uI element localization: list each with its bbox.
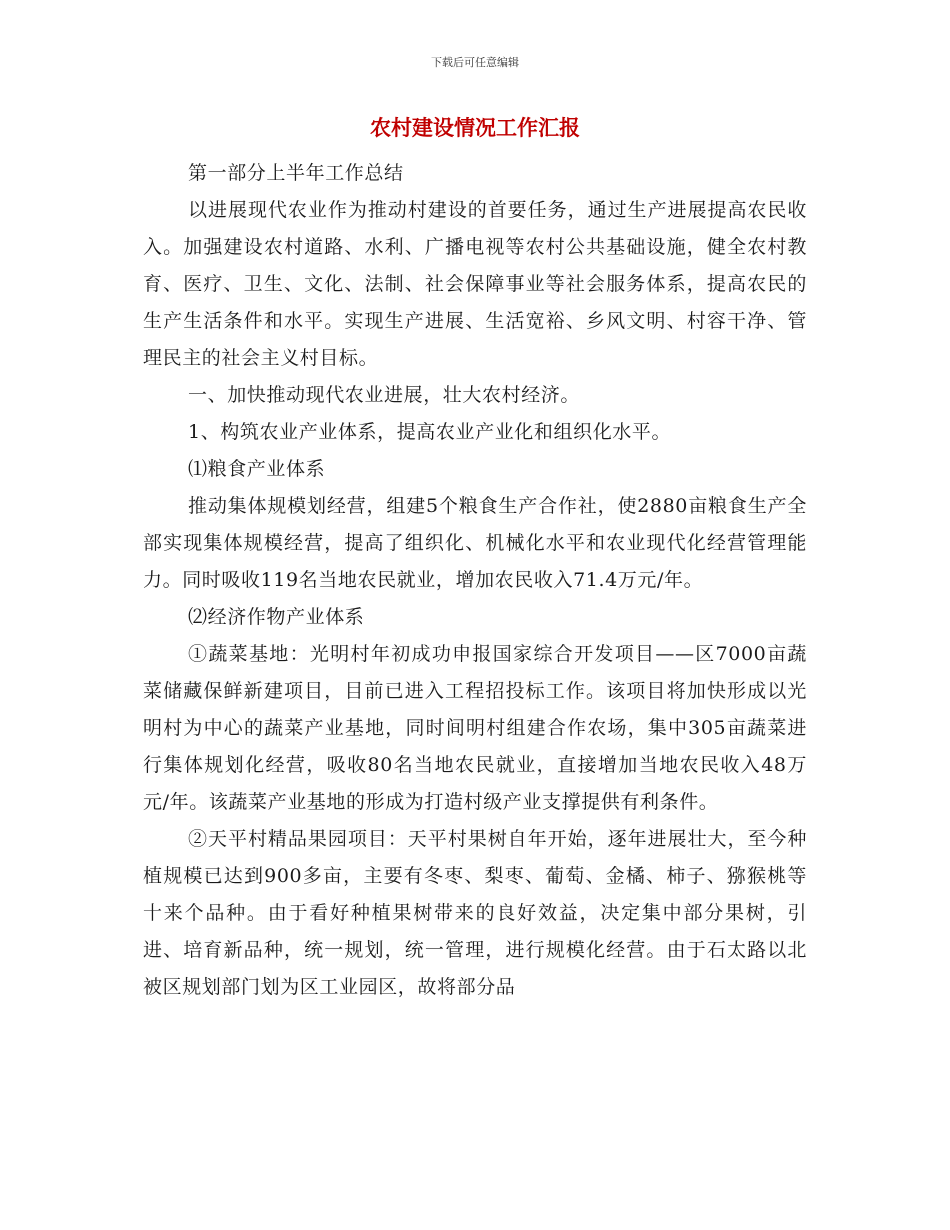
document-title: 农村建设情况工作汇报 — [370, 116, 580, 140]
paragraph: ⑴粮食产业体系 — [188, 458, 326, 480]
paragraph: 一、加快推动现代农业进展，壮大农村经济。 — [188, 384, 581, 406]
paragraph: 1、构筑农业产业体系，提高农业产业化和组织化水平。 — [188, 421, 672, 443]
document-body — [143, 155, 807, 1006]
paragraph: ⑵经济作物产业体系 — [188, 606, 365, 628]
paragraph: 以进展现代农业作为推动村建设的首要任务，通过生产进展提高农民收入。加强建设农村道路、水利、广播电视等农村公共基础设施，健全农村教育、医疗、卫生、文化、法制、社会保障事业等社会服务体系，提高农民的生产生活条件和水平。实现生产进展、生活宽裕、乡风文明、村容干净、管理民主的社会主义村目标。 — [143, 199, 807, 369]
paragraph: ②天平村精品果园项目：天平村果树自年开始，逐年进展壮大，至今种植规模已达到900多亩，主要有冬枣、梨枣、葡萄、金橘、柿子、猕猴桃等十来个品种。由于看好种植果树带来的良好效益，决定集中部分果树，引进、培育新品种，统一规划，统一管理，进行规模化经营。由于石太路以北被区规划部门划为区工业园区，故将部分品 — [143, 828, 807, 998]
paragraph: ①蔬菜基地：光明村年初成功申报国家综合开发项目——区7000亩蔬菜储藏保鲜新建项目，目前已进入工程招投标工作。该项目将加快形成以光明村为中心的蔬菜产业基地，同时间明村组建合作农场，集中305亩蔬菜进行集体规划化经营，吸收80名当地农民就业，直接增加当地农民收入48万元/年。该蔬菜产业基地的形成为打造村级产业支撑提供有利条件。 — [143, 643, 807, 813]
page-header: 下载后可任意编辑 — [431, 56, 519, 69]
paragraph: 第一部分上半年工作总结 — [188, 162, 404, 184]
paragraph: 推动集体规模划经营，组建5个粮食生产合作社，使2880亩粮食生产全部实现集体规模经营，提高了组织化、机械化水平和农业现代化经营管理能力。同时吸收119名当地农民就业，增加农民收入71.4万元/年。 — [143, 495, 807, 591]
